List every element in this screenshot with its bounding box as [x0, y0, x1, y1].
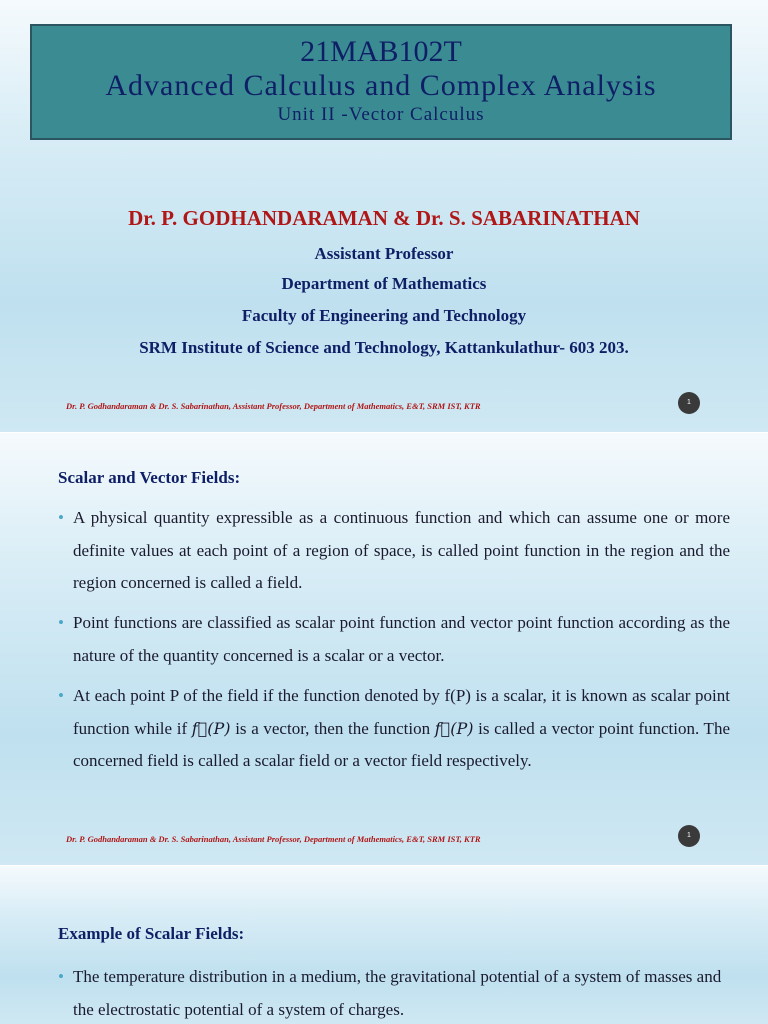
course-code: 21MAB102T	[300, 35, 462, 68]
bullet-text: A physical quantity expressible as a continuous function and which can assume one or more definite values at each point of a region of space, is called point function in the region and the region concerned is called a field.	[73, 508, 730, 592]
unit-title: Unit II -Vector Calculus	[277, 104, 485, 125]
list-item	[58, 680, 730, 778]
slide-2	[0, 433, 768, 865]
page-number-badge: 1	[678, 825, 700, 847]
vector-f-of-p: f⃗(P)	[434, 718, 474, 738]
bullet-icon: •	[58, 508, 64, 527]
list-item	[58, 502, 730, 600]
slide-1	[0, 0, 768, 432]
section-heading: Scalar and Vector Fields:	[58, 468, 241, 487]
course-title: Advanced Calculus and Complex Analysis	[105, 69, 657, 102]
bullet-icon: •	[58, 686, 64, 705]
bullet-icon: •	[58, 967, 64, 986]
faculty: Faculty of Engineering and Technology	[241, 306, 527, 325]
list-item	[58, 961, 730, 1024]
bullet-icon: •	[58, 613, 64, 632]
bullet-text: The temperature distribution in a medium, the gravitational potential of a system of masses and the electrostatic potential of a system of charges.	[73, 967, 722, 1019]
designation: Assistant Professor	[314, 244, 454, 263]
institute: SRM Institute of Science and Technology, Kattankulathur- 603 203.	[139, 338, 629, 357]
bullet-text-part: At each point P of the field if the function denoted by f(P) is a scalar, it is known as scalar point function while if	[73, 686, 730, 738]
bullet-text-part: is called a vector point function. The concerned field is called a scalar field or a vector field respectively.	[73, 718, 730, 770]
bullet-text	[73, 680, 730, 778]
bullet-text: Point functions are classified as scalar point function and vector point function according as the nature of the quantity concerned is a scalar or a vector.	[73, 613, 730, 665]
vector-f-of-p: f⃗(P)	[191, 718, 231, 738]
page-number-badge: 1	[678, 392, 700, 414]
section-heading: Example of Scalar Fields:	[58, 924, 245, 943]
slide-footer: Dr. P. Godhandaraman & Dr. S. Sabarinathan, Assistant Professor, Department of Mathematics, E&T, SRM IST, KTR	[66, 401, 481, 411]
authors: Dr. P. GODHANDARAMAN & Dr. S. SABARINATHAN	[128, 206, 640, 230]
department: Department of Mathematics	[281, 274, 487, 293]
slide-footer: Dr. P. Godhandaraman & Dr. S. Sabarinathan, Assistant Professor, Department of Mathematics, E&T, SRM IST, KTR	[66, 834, 481, 844]
list-item	[58, 607, 730, 672]
bullet-text-part: is a vector, then the function	[230, 718, 435, 738]
slide-3	[0, 866, 768, 1024]
title-box	[30, 24, 732, 140]
